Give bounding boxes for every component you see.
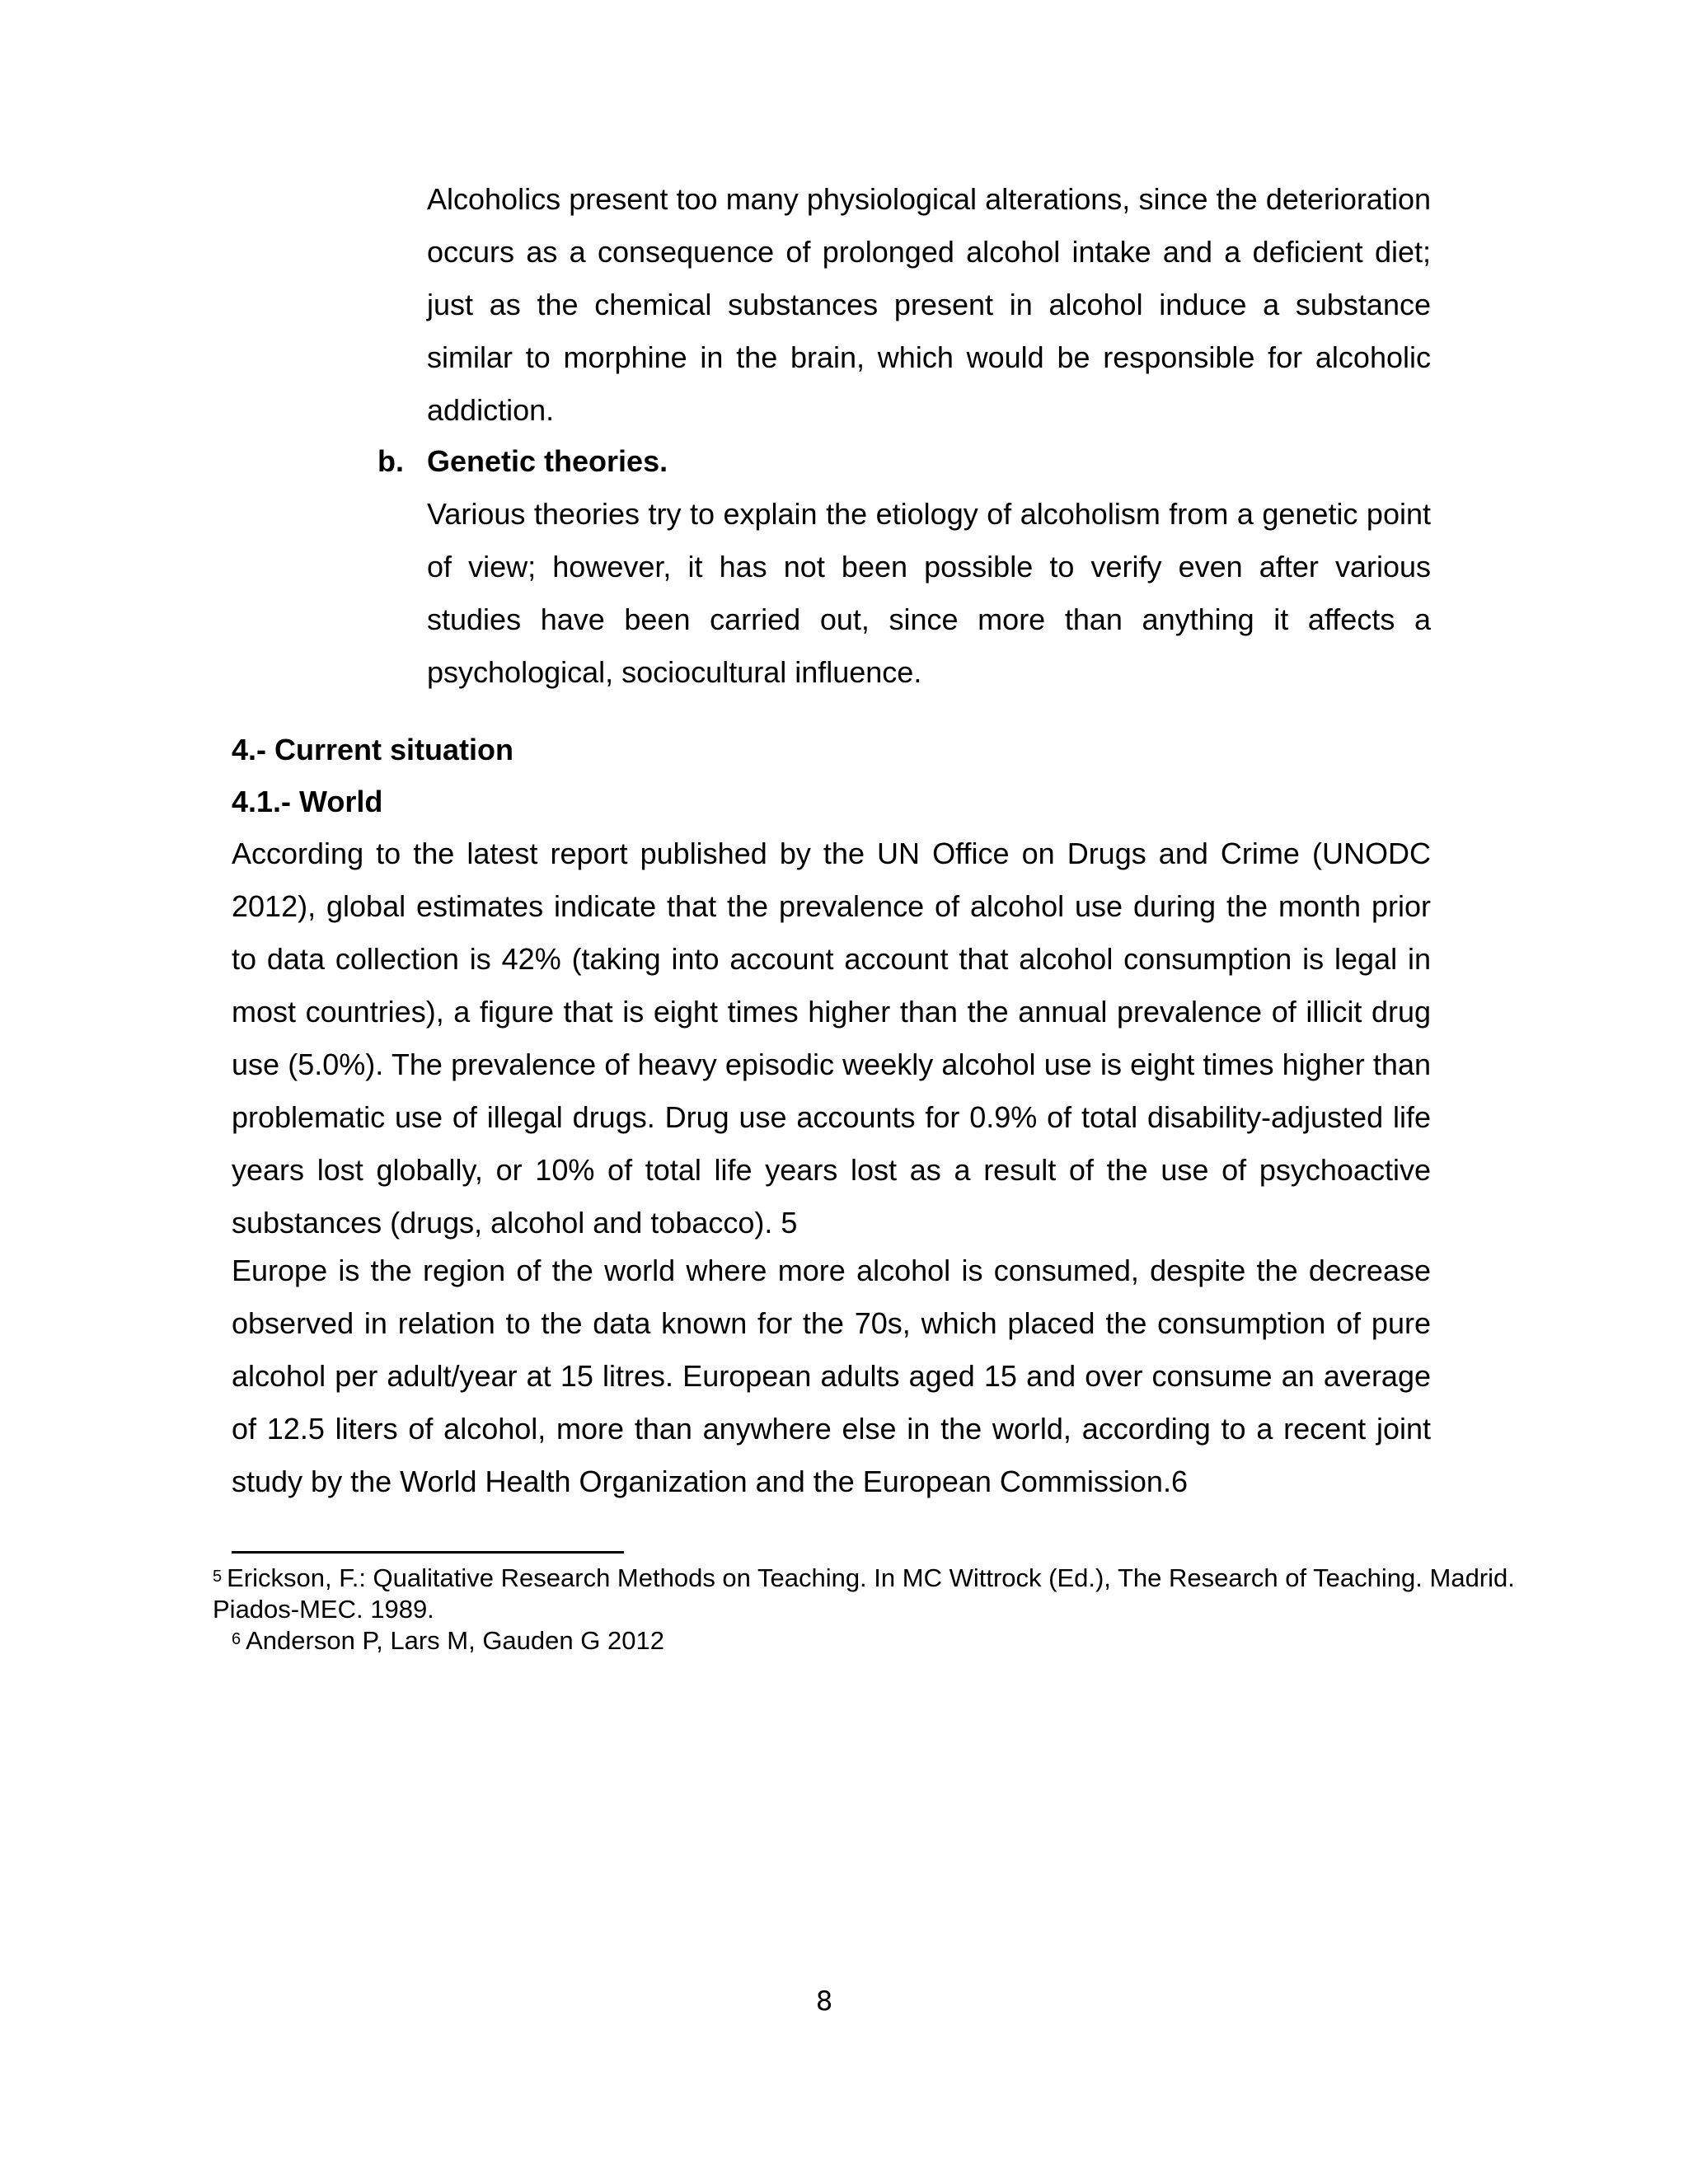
- footnote-5-text: Erickson, F.: Qualitative Research Methods on Teaching. In MC Wittrock (Ed.), The Research of Teaching. Madrid. Piados-MEC. 1989.: [213, 1563, 1515, 1624]
- genetic-theories-paragraph: Various theories try to explain the etiology of alcoholism from a genetic point of view; however, it has not been possible to verify even after various studies have been carried out, since more than anything it affects a psychological, sociocultural influence.: [427, 497, 1431, 689]
- world-paragraph-1: According to the latest report published by the UN Office on Drugs and Crime (UNODC 2012), global estimates indicate that the prevalence of alcohol use during the month prior to data collection is 42% (taking into account account that alcohol consumption is legal in most countries), a figure that is eight times higher than the annual prevalence of illicit drug use (5.0%). The prevalence of heavy episodic weekly alcohol use is eight times higher than problematic use of illegal drugs. Drug use accounts for 0.9% of total disability-adjusted life years lost globally, or 10% of total life years lost as a result of the use of psychoactive substances (drugs, alcohol and tobacco). 5: [232, 837, 1431, 1240]
- list-marker-b: b.: [377, 444, 404, 478]
- section-heading: 4.- Current situation: [232, 733, 514, 766]
- world-paragraph-2: Europe is the region of the world where more alcohol is consumed, despite the decrease observed in relation to the data known for the 70s, which placed the consumption of pure alcohol per adult/year at 15 litres. European adults aged 15 and over consume an average of 12.5 liters of alcohol, more than anywhere else in the world, according to a recent joint study by the World Health Organization and the European Commission.6: [232, 1254, 1431, 1498]
- page-number: 8: [815, 1985, 833, 2017]
- footnote-6: [232, 1625, 1468, 1657]
- intro-paragraph: Alcoholics present too many physiological alterations, since the deterioration occurs as a consequence of prolonged alcohol intake and a deficient diet; just as the chemical substances present in alcohol induce a substance similar to morphine in the brain, which would be responsible for alcoholic addiction.: [427, 182, 1431, 427]
- footnote-separator: [232, 1551, 624, 1554]
- footnote-5: [213, 1563, 1515, 1625]
- footnote-6-number: 6: [232, 1630, 241, 1648]
- subsection-heading: 4.1.- World: [232, 785, 383, 818]
- footnote-5-number: 5: [213, 1568, 223, 1586]
- footnote-6-text: Anderson P, Lars M, Gauden G 2012: [246, 1626, 664, 1655]
- genetic-theories-heading: Genetic theories.: [427, 444, 668, 478]
